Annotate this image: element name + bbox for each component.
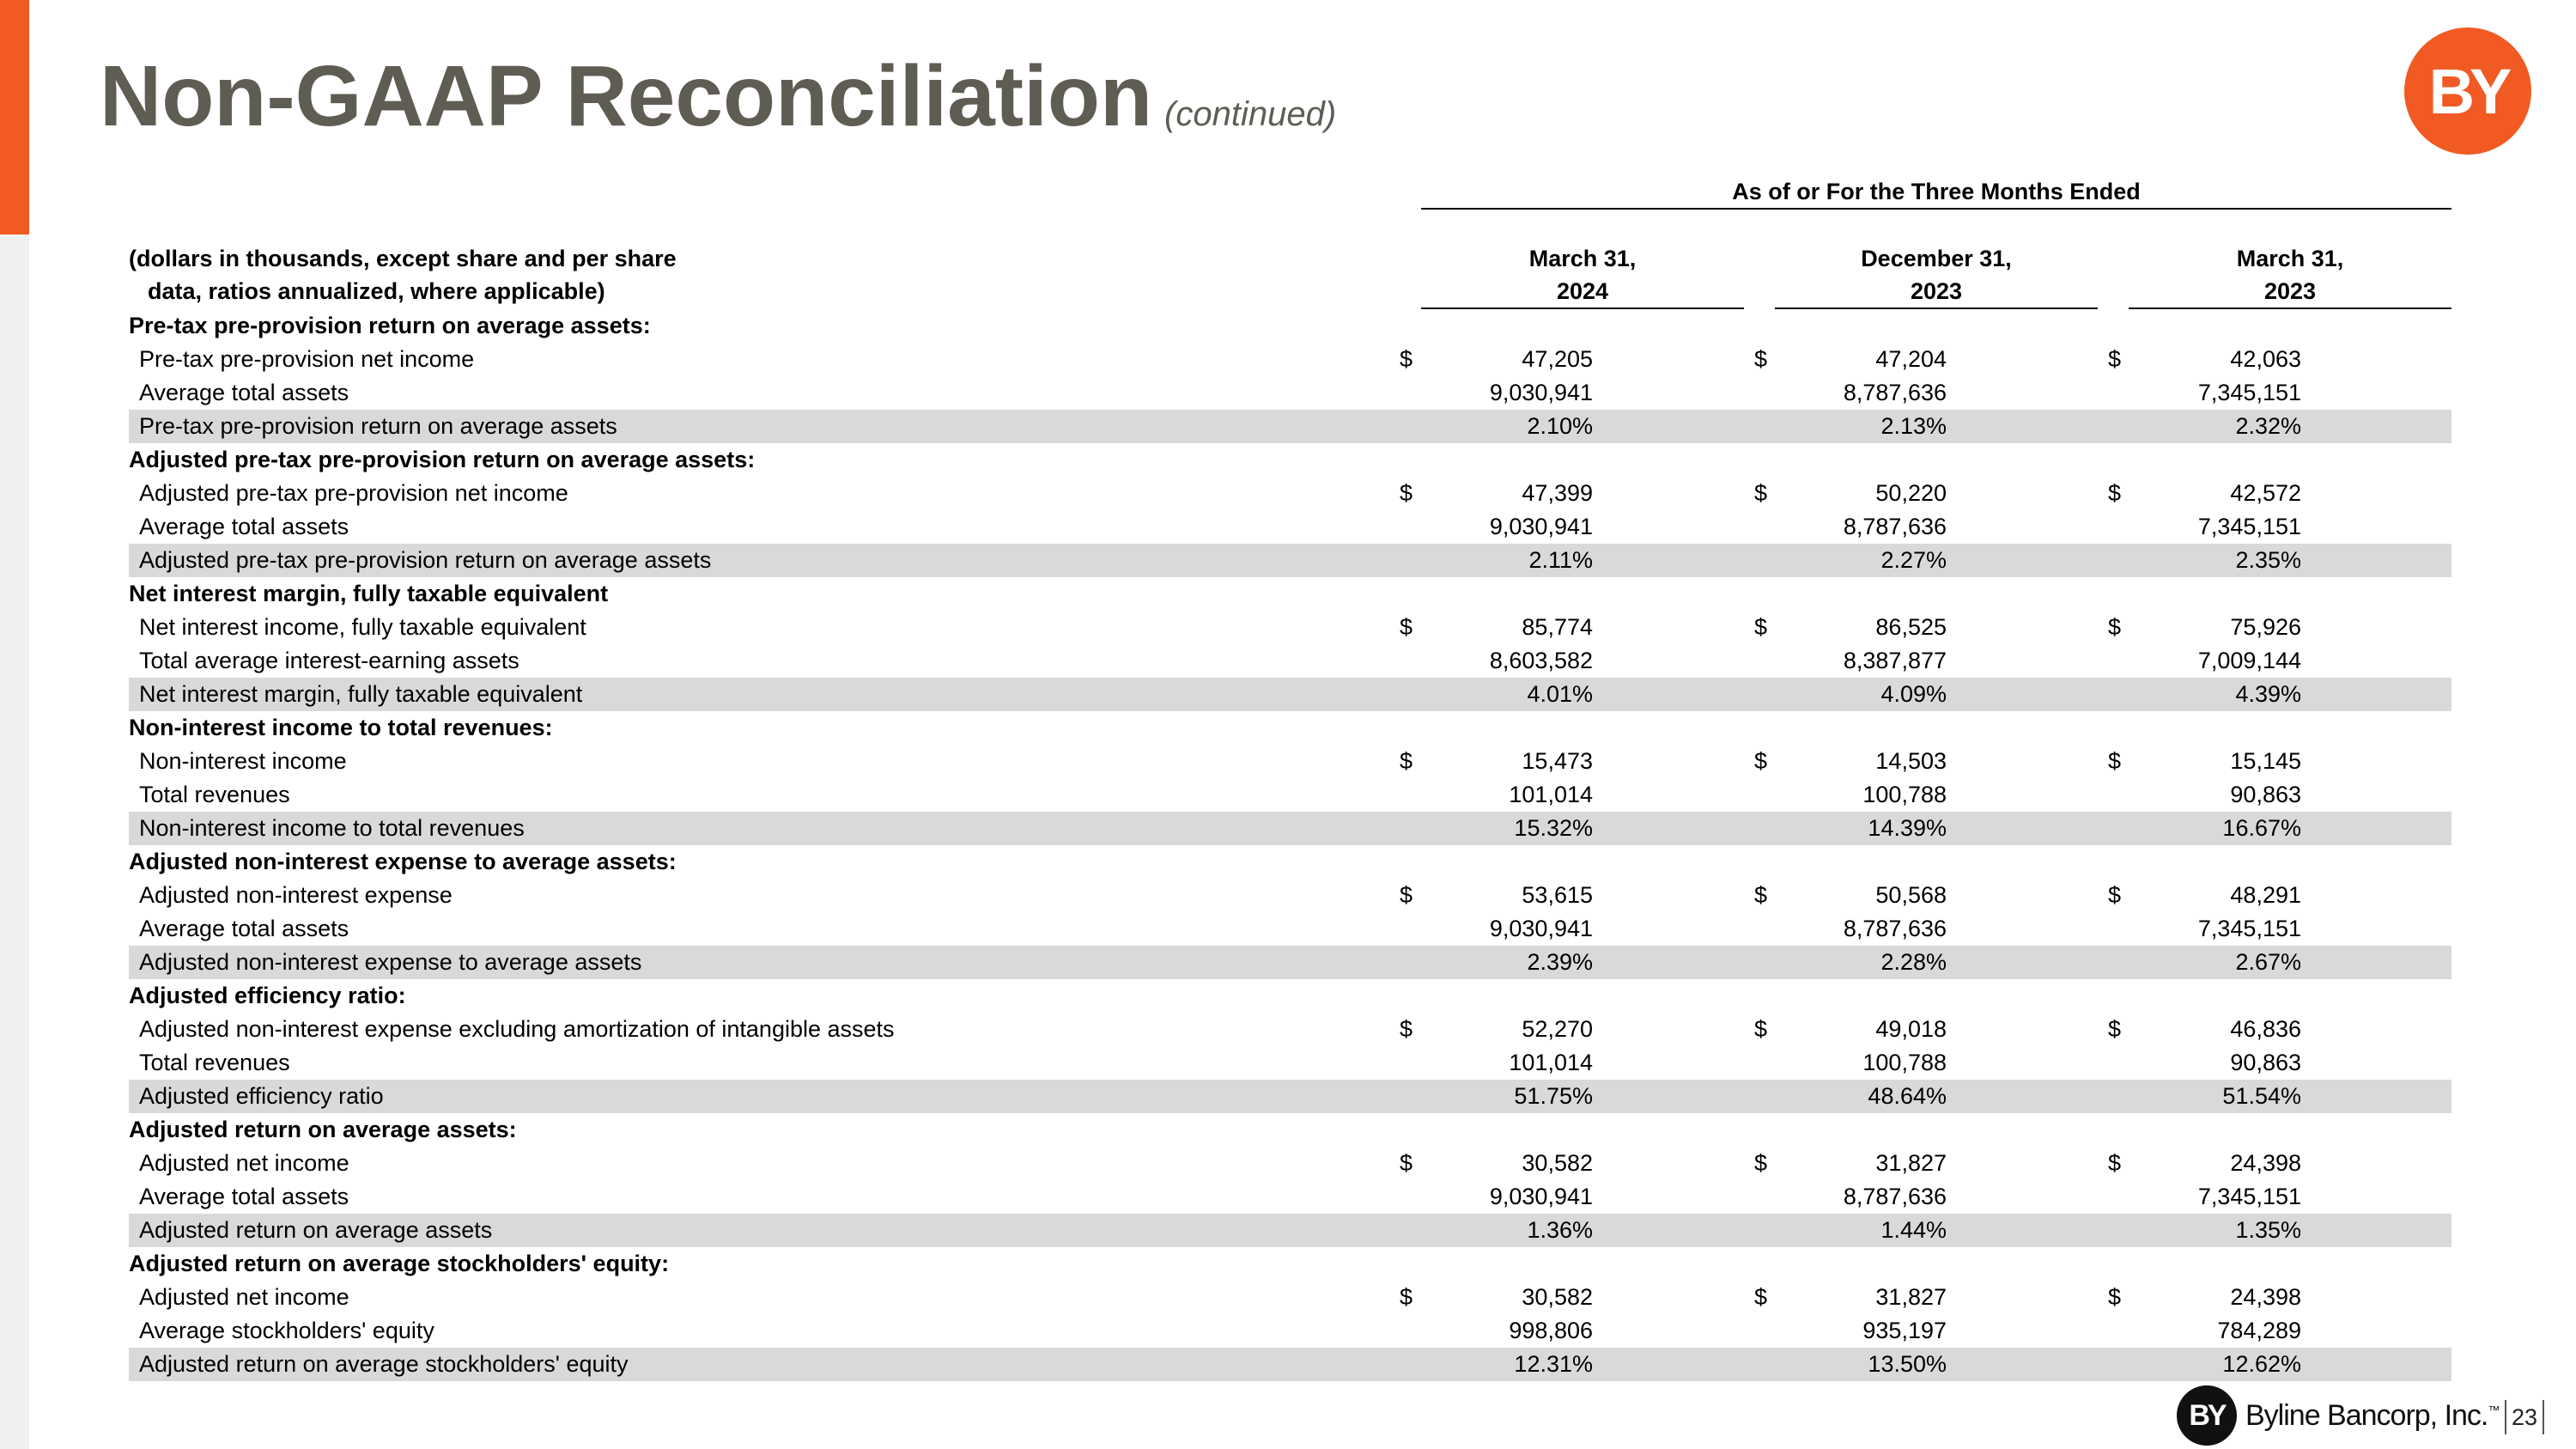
- section-heading: Non-interest income to total revenues:: [129, 715, 553, 740]
- table-cell: 2.27%: [1880, 547, 1947, 573]
- row-label: Average total assets: [139, 1184, 349, 1209]
- accent-bar: [0, 0, 29, 234]
- currency-symbol: $: [2108, 748, 2122, 774]
- section-heading: Adjusted efficiency ratio:: [129, 983, 406, 1008]
- table-row: [129, 912, 2451, 946]
- currency-symbol: $: [2108, 1150, 2122, 1176]
- table-cell: 7,345,151: [2197, 380, 2301, 405]
- currency-symbol: $: [1400, 614, 1413, 640]
- section-heading-row: [129, 443, 2451, 477]
- currency-symbol: $: [2108, 480, 2122, 506]
- table-cell: 9,030,941: [1489, 514, 1593, 539]
- table-cell: 2.28%: [1880, 949, 1947, 975]
- table-cell: 90,863: [2230, 782, 2301, 807]
- table-cell: 85,774: [1522, 614, 1593, 640]
- description-header: [129, 242, 677, 307]
- currency-symbol: $: [1754, 1150, 1768, 1176]
- table-cell: 7,345,151: [2197, 514, 2301, 539]
- table-cell: 2.39%: [1527, 949, 1593, 975]
- table-cell: 15,473: [1522, 748, 1593, 774]
- currency-symbol: $: [1754, 748, 1768, 774]
- table-row: [129, 1348, 2451, 1381]
- table-row: [129, 611, 2451, 644]
- row-label: Adjusted net income: [139, 1284, 349, 1310]
- section-heading-row: [129, 577, 2451, 611]
- currency-symbol: $: [2108, 346, 2122, 372]
- table-cell: 8,603,582: [1489, 648, 1593, 673]
- row-label: Average total assets: [139, 380, 349, 405]
- table-cell: 9,030,941: [1489, 380, 1593, 405]
- table-cell: 47,399: [1522, 480, 1593, 506]
- table-cell: 8,787,636: [1843, 380, 1947, 405]
- table-row: [129, 544, 2451, 577]
- table-row: [129, 477, 2451, 510]
- table-cell: 47,204: [1875, 346, 1947, 372]
- table-cell: 75,926: [2230, 614, 2301, 640]
- column-header-line2: 2023: [2263, 278, 2317, 304]
- section-heading: Adjusted return on average stockholders' equity:: [129, 1251, 670, 1276]
- table-cell: 9,030,941: [1489, 1184, 1593, 1209]
- section-heading-row: [129, 711, 2451, 745]
- table-cell: 100,788: [1862, 782, 1947, 807]
- row-label: Adjusted return on average assets: [139, 1217, 493, 1243]
- table-cell: 12.31%: [1514, 1351, 1593, 1377]
- title-suffix: (continued): [1164, 95, 1337, 133]
- section-heading: Net interest margin, fully taxable equivalent: [129, 581, 609, 606]
- table-cell: 30,582: [1522, 1284, 1593, 1310]
- row-label: Total revenues: [139, 782, 290, 807]
- currency-symbol: $: [1400, 480, 1413, 506]
- table-cell: 8,787,636: [1843, 1184, 1947, 1209]
- description-header-line1: (dollars in thousands, except share and per share: [129, 246, 677, 271]
- section-heading-row: [129, 1247, 2451, 1281]
- table-row: [129, 745, 2451, 778]
- table-cell: 8,387,877: [1843, 648, 1947, 673]
- currency-symbol: $: [1400, 346, 1413, 372]
- table-row: [129, 410, 2451, 443]
- table-row: [129, 946, 2451, 979]
- currency-symbol: $: [1400, 1016, 1413, 1042]
- trademark-symbol: ™: [2488, 1403, 2500, 1417]
- table-cell: 48,291: [2230, 882, 2301, 908]
- table-cell: 50,568: [1875, 882, 1947, 908]
- table-cell: 51.75%: [1514, 1083, 1593, 1109]
- table-cell: 935,197: [1862, 1318, 1947, 1343]
- currency-symbol: $: [2108, 882, 2122, 908]
- row-label: Pre-tax pre-provision return on average assets: [139, 413, 617, 439]
- byline-logo-icon: [2404, 27, 2531, 155]
- table-cell: 4.39%: [2235, 681, 2301, 707]
- row-label: Non-interest income to total revenues: [139, 815, 525, 841]
- row-label: Net interest margin, fully taxable equivalent: [139, 681, 583, 707]
- left-margin-strip: [0, 234, 29, 1449]
- row-label: Pre-tax pre-provision net income: [139, 346, 475, 372]
- table-cell: 998,806: [1509, 1318, 1593, 1343]
- table-cell: 15.32%: [1514, 815, 1593, 841]
- table-cell: 9,030,941: [1489, 916, 1593, 941]
- section-heading: Pre-tax pre-provision return on average assets:: [129, 313, 651, 338]
- currency-symbol: $: [1754, 1016, 1768, 1042]
- table-cell: 15,145: [2230, 748, 2301, 774]
- section-heading: Adjusted return on average assets:: [129, 1117, 517, 1142]
- table-cell: 16.67%: [2222, 815, 2301, 841]
- table-row: [129, 1281, 2451, 1314]
- table-row: [129, 678, 2451, 711]
- table-cell: 784,289: [2217, 1318, 2301, 1343]
- section-heading: Adjusted pre-tax pre-provision return on average assets:: [129, 447, 756, 472]
- table-row: [129, 644, 2451, 678]
- row-label: Average total assets: [139, 916, 349, 941]
- section-heading-row: [129, 979, 2451, 1013]
- table-cell: 2.67%: [2235, 949, 2301, 975]
- description-header-line2: data, ratios annualized, where applicable): [148, 278, 605, 304]
- row-label: Adjusted non-interest expense to average assets: [139, 949, 642, 975]
- section-heading-row: [129, 1113, 2451, 1147]
- column-header-march-2023: [2129, 242, 2451, 309]
- table-cell: 14,503: [1875, 748, 1947, 774]
- table-cell: 1.35%: [2235, 1217, 2301, 1243]
- row-label: Net interest income, fully taxable equivalent: [139, 614, 586, 640]
- currency-symbol: $: [1754, 346, 1768, 372]
- table-cell: 42,063: [2230, 346, 2301, 372]
- table-row: [129, 1180, 2451, 1214]
- table-cell: 2.13%: [1880, 413, 1947, 439]
- table-row: [129, 1080, 2451, 1113]
- table-cell: 48.64%: [1868, 1083, 1947, 1109]
- row-label: Total revenues: [139, 1050, 290, 1075]
- table-cell: 8,787,636: [1843, 916, 1947, 941]
- column-header-march-2024: [1421, 242, 1744, 309]
- byline-mark-icon: [2177, 1385, 2237, 1446]
- table-row: [129, 879, 2451, 912]
- column-header-line1: December 31,: [1861, 246, 2012, 271]
- table-row: [129, 1147, 2451, 1180]
- table-row: [129, 1314, 2451, 1348]
- table-cell: 8,787,636: [1843, 514, 1947, 539]
- column-header-december-2023: [1775, 242, 2098, 309]
- table-cell: 46,836: [2230, 1016, 2301, 1042]
- table-cell: 47,205: [1522, 346, 1593, 372]
- row-label: Average total assets: [139, 514, 349, 539]
- table-cell: 2.35%: [2235, 547, 2301, 573]
- row-label: Total average interest-earning assets: [139, 648, 519, 673]
- table-cell: 2.11%: [1528, 547, 1593, 573]
- footer-mark-text: BY: [2189, 1398, 2225, 1432]
- footer-logo: [2177, 1385, 2499, 1446]
- logo-text: BY: [2428, 55, 2507, 127]
- table-cell: 14.39%: [1868, 815, 1947, 841]
- currency-symbol: $: [2108, 614, 2122, 640]
- table-cell: 7,345,151: [2197, 916, 2301, 941]
- table-cell: 1.36%: [1527, 1217, 1593, 1243]
- table-cell: 30,582: [1522, 1150, 1593, 1176]
- row-label: Adjusted pre-tax pre-provision return on average assets: [139, 547, 712, 573]
- table-cell: 2.10%: [1527, 413, 1593, 439]
- section-heading-row: [129, 845, 2451, 879]
- row-label: Adjusted net income: [139, 1150, 349, 1176]
- table-cell: 101,014: [1509, 782, 1593, 807]
- table-cell: 101,014: [1509, 1050, 1593, 1075]
- table-cell: 2.32%: [2235, 413, 2301, 439]
- table-row: [129, 1013, 2451, 1046]
- column-header-line1: March 31,: [2236, 246, 2344, 271]
- period-header: As of or For the Three Months Ended: [1421, 175, 2451, 210]
- table-row: [129, 376, 2451, 410]
- section-heading-row: [129, 309, 2451, 343]
- table-cell: 50,220: [1875, 480, 1947, 506]
- page-number: 23: [2505, 1400, 2544, 1434]
- row-label: Adjusted non-interest expense: [139, 882, 453, 908]
- table-cell: 12.62%: [2222, 1351, 2301, 1377]
- currency-symbol: $: [2108, 1284, 2122, 1310]
- currency-symbol: $: [1400, 882, 1413, 908]
- reconciliation-table: [129, 309, 2451, 1381]
- table-cell: 42,572: [2230, 480, 2301, 506]
- currency-symbol: $: [1400, 748, 1413, 774]
- column-header-line1: March 31,: [1528, 246, 1637, 271]
- table-cell: 4.01%: [1527, 681, 1593, 707]
- currency-symbol: $: [2108, 1016, 2122, 1042]
- row-label: Adjusted pre-tax pre-provision net income: [139, 480, 568, 506]
- column-header-line2: 2023: [1910, 278, 1963, 304]
- table-cell: 4.09%: [1880, 681, 1947, 707]
- currency-symbol: $: [1754, 614, 1768, 640]
- table-cell: 100,788: [1862, 1050, 1947, 1075]
- table-cell: 49,018: [1875, 1016, 1947, 1042]
- currency-symbol: $: [1754, 1284, 1768, 1310]
- table-cell: 86,525: [1875, 614, 1947, 640]
- table-cell: 1.44%: [1880, 1217, 1947, 1243]
- table-cell: 90,863: [2230, 1050, 2301, 1075]
- row-label: Adjusted efficiency ratio: [139, 1083, 384, 1109]
- table-cell: 53,615: [1522, 882, 1593, 908]
- page-title: [100, 48, 1337, 144]
- table-cell: 31,827: [1875, 1150, 1947, 1176]
- table-cell: 51.54%: [2222, 1083, 2301, 1109]
- column-header-line2: 2024: [1556, 278, 1609, 304]
- currency-symbol: $: [1754, 882, 1768, 908]
- table-cell: 13.50%: [1868, 1351, 1947, 1377]
- currency-symbol: $: [1754, 480, 1768, 506]
- table-cell: 31,827: [1875, 1284, 1947, 1310]
- currency-symbol: $: [1400, 1284, 1413, 1310]
- table-row: [129, 510, 2451, 544]
- table-cell: 7,345,151: [2197, 1184, 2301, 1209]
- section-heading: Adjusted non-interest expense to average assets:: [129, 849, 677, 874]
- table-row: [129, 812, 2451, 845]
- footer-company-name: [2245, 1399, 2499, 1433]
- row-label: Non-interest income: [139, 748, 347, 774]
- table-row: [129, 343, 2451, 376]
- footer-company-text: Byline Bancorp, Inc.: [2245, 1398, 2488, 1432]
- currency-symbol: $: [1400, 1150, 1413, 1176]
- table-cell: 24,398: [2230, 1284, 2301, 1310]
- table-cell: 7,009,144: [2197, 648, 2301, 673]
- table-row: [129, 1214, 2451, 1247]
- table-row: [129, 1046, 2451, 1080]
- table-row: [129, 778, 2451, 812]
- table-cell: 24,398: [2230, 1150, 2301, 1176]
- row-label: Average stockholders' equity: [139, 1318, 434, 1343]
- row-label: Adjusted non-interest expense excluding amortization of intangible assets: [139, 1016, 895, 1042]
- table-cell: 52,270: [1522, 1016, 1593, 1042]
- title-text: Non-GAAP Reconciliation: [100, 48, 1153, 144]
- row-label: Adjusted return on average stockholders' equity: [139, 1351, 629, 1377]
